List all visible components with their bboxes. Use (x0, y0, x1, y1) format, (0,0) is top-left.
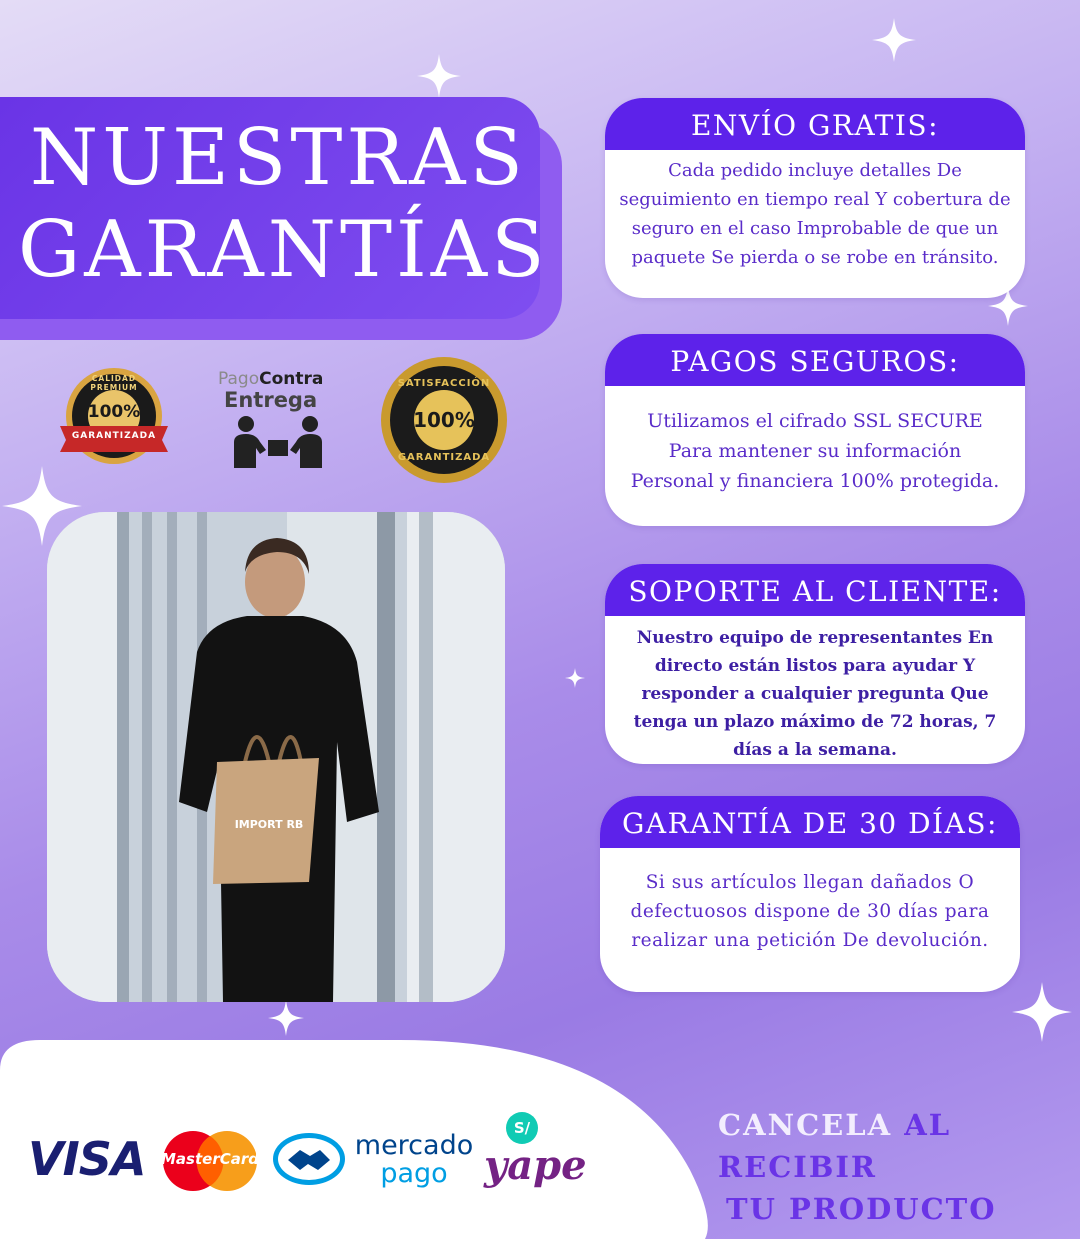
card-heading: ENVÍO GRATIS: (605, 98, 1025, 150)
title-line-1: NUESTRAS (30, 113, 527, 203)
customer-photo-illustration (47, 512, 505, 1002)
badge-calidad-premium (58, 366, 170, 470)
sparkle-icon (872, 18, 916, 62)
mastercard-logo (160, 1130, 260, 1192)
card-heading: PAGOS SEGUROS: (605, 334, 1025, 386)
yape-logo (484, 1112, 587, 1212)
contra-label: Contra (259, 369, 324, 389)
card-pagos-seguros (605, 334, 1025, 526)
title-line-2: GARANTÍAS (18, 205, 549, 295)
bag-brand-text: IMPORT RB (234, 818, 304, 831)
satisfaction-top-text: SATISFACCIÓN (397, 378, 491, 389)
card-body: Cada pedido incluye detalles De seguimiento en tiempo real Y cobertura de seguro en el caso Improbable de que un paquete Se pierda o se robe en tránsito. (619, 160, 1011, 268)
customer-photo (47, 512, 505, 1002)
yape-text: yape (484, 1142, 587, 1189)
card-heading: GARANTÍA DE 30 DÍAS: (600, 796, 1020, 848)
satisfaction-center-text: 100% (413, 408, 475, 432)
cta-text (718, 1104, 1080, 1230)
badge-contra-entrega (214, 370, 340, 470)
visa-logo: VISA (28, 1132, 146, 1186)
card-body: Utilizamos el cifrado SSL SECURE Para mantener su información Personal y financiera 100% protegida. (630, 410, 1000, 492)
premium-ribbon-text: GARANTIZADA (71, 431, 157, 441)
pago-label: Pago (218, 369, 260, 389)
card-soporte-cliente (605, 564, 1025, 764)
mercadopago-handshake-icon (272, 1132, 346, 1186)
delivery-handoff-icon (232, 414, 324, 468)
sparkle-icon (565, 668, 585, 688)
card-body: Si sus artículos llegan dañados O defectuosos dispone de 30 días para realizar una petición De devolución. (630, 872, 990, 951)
page-title (18, 112, 549, 296)
satisfaction-bottom-text: GARANTIZADA (397, 452, 491, 463)
premium-top-text: CALIDAD PREMIUM (90, 374, 138, 392)
mercado-text: mercado (354, 1130, 474, 1161)
cta-line-2: TU PRODUCTO (726, 1192, 997, 1226)
card-garantia-30-dias (600, 796, 1020, 992)
cta-part-2: AL RECIBIR (718, 1108, 952, 1184)
badge-satisfaccion (380, 356, 508, 484)
mercadopago-logo (354, 1132, 474, 1188)
sparkle-icon (1012, 982, 1072, 1042)
card-heading: SOPORTE AL CLIENTE: (605, 564, 1025, 616)
mastercard-text: MasterCard (161, 1150, 259, 1168)
card-envio-gratis (605, 98, 1025, 298)
cta-part-1: CANCELA (718, 1108, 893, 1142)
sparkle-icon (268, 1000, 304, 1036)
card-body: Nuestro equipo de representantes En directo están listos para ayudar Y responder a cualquier pregunta Que tenga un plazo máximo de 72 horas, 7 días a la semana. (633, 628, 997, 760)
yape-tag-icon: S/ (506, 1112, 538, 1144)
entrega-label: Entrega (224, 388, 318, 412)
pago-text: pago (380, 1158, 448, 1189)
premium-center-text: 100% (87, 402, 141, 422)
sparkle-icon (417, 54, 461, 98)
